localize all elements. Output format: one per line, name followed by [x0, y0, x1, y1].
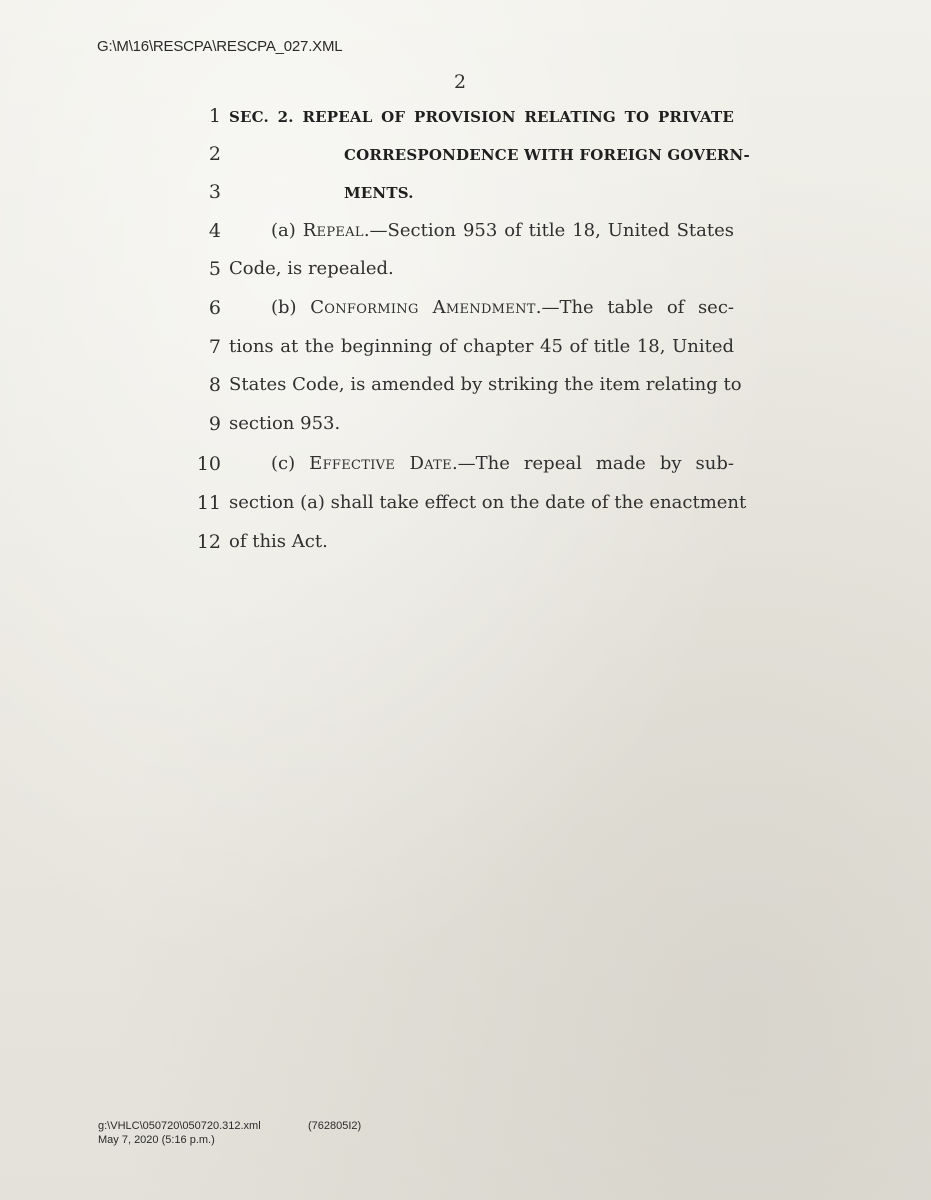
line-number: 10 [196, 453, 221, 475]
subsection-heading: Effective Date [309, 453, 452, 474]
subsection-heading: Conforming Amendment [310, 297, 536, 318]
line-number: 2 [208, 143, 221, 165]
line-number: 4 [208, 220, 221, 242]
line-1 [0, 105, 931, 135]
footer-timestamp: May 7, 2020 (5:16 p.m.) [98, 1134, 215, 1146]
line-3 [0, 181, 931, 211]
line-7 [0, 336, 931, 366]
subsection-text: .—The table of sec- [535, 297, 734, 318]
subsection-c [271, 453, 734, 474]
page-number: 2 [454, 71, 467, 93]
body-text: of this Act. [229, 531, 328, 552]
line-5 [0, 258, 931, 288]
section-heading-end: MENTS. [344, 184, 414, 202]
line-number: 11 [196, 492, 221, 514]
line-4 [0, 220, 931, 250]
line-number: 7 [208, 336, 221, 358]
file-path-header: G:\M\16\RESCPA\RESCPA_027.XML [97, 38, 343, 55]
line-number: 12 [196, 531, 221, 553]
line-number: 9 [208, 413, 221, 435]
line-8 [0, 374, 931, 404]
body-text: States Code, is amended by striking the item relating to [229, 374, 742, 395]
section-heading: SEC. 2. REPEAL OF PROVISION RELATING TO PRIVATE [229, 108, 734, 126]
subsection-label: (b) [271, 297, 311, 318]
line-12 [0, 531, 931, 561]
document-footer [98, 1119, 362, 1147]
line-number: 5 [208, 258, 221, 280]
line-number: 3 [208, 181, 221, 203]
line-number: 8 [208, 374, 221, 396]
line-number: 1 [208, 105, 221, 127]
line-9 [0, 413, 931, 443]
subsection-b [271, 297, 734, 318]
line-10 [0, 453, 931, 483]
section-heading-continued: CORRESPONDENCE WITH FOREIGN GOVERN- [344, 146, 750, 164]
subsection-label: (a) [271, 220, 303, 241]
body-text: section (a) shall take effect on the date of the enactment [229, 492, 747, 513]
subsection-heading: Repeal [302, 220, 364, 241]
body-text: tions at the beginning of chapter 45 of title 18, United [229, 336, 734, 357]
subsection-text: .—The repeal made by sub- [451, 453, 734, 474]
footer-xml-path: g:\VHLC\050720\050720.312.xml [98, 1120, 261, 1132]
footer-doc-code: (762805I2) [308, 1120, 362, 1132]
subsection-a [271, 220, 734, 241]
body-text: Code, is repealed. [229, 258, 394, 279]
subsection-text: .—Section 953 of title 18, United States [363, 220, 735, 241]
body-text: section 953. [229, 413, 341, 434]
line-11 [0, 492, 931, 522]
line-6 [0, 297, 931, 327]
subsection-label: (c) [271, 453, 310, 474]
line-2 [0, 143, 931, 173]
line-number: 6 [208, 297, 221, 319]
